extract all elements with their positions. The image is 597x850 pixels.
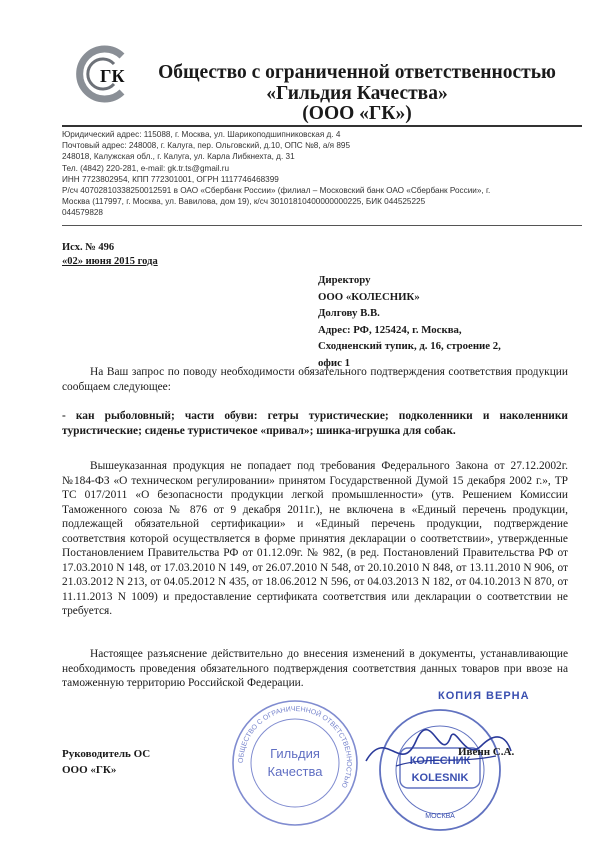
company-title-line3: (ООО «ГК»): [302, 103, 412, 124]
addressee-block: [318, 272, 578, 371]
seal-center-line1: Гильдия: [270, 746, 320, 761]
outgoing-reference: [62, 241, 158, 269]
requisite-line: 044579828: [62, 208, 103, 218]
requisite-line: Почтовый адрес: 248008, г. Калуга, пер. Ольговский, д.10, ОПС №8, а/я 895: [62, 141, 351, 151]
signer-position-line2: ООО «ГК»: [62, 764, 117, 776]
company-title-line2: «Гильдия Качества»: [266, 83, 448, 104]
outgoing-date-rest: июня 2015 года: [83, 256, 158, 267]
seal-center-line2: Качества: [267, 764, 323, 779]
main-text: Вышеуказанная продукция не попадает под требования Федерального Закона от 27.12.2002г. №184-ФЗ «О техническом регулировании» принятом Государственной Думой 15 декабря 2002 г.», ТР ТС 017/2011 «О безопасности продукции легкой промышленности» (утв. Решением Комиссии Таможенного союза № 876 от 9 декабря 2011г.), не включена в «Единый перечень продукции, подлежащей обязательной сертификации» и «Единый перечень продукции, подтверждение соответствия которой осуществляется в форме принятия декларации о соответствии», утвержденные Постановлением Правительства РФ от 01.12.09г. № 982, (в ред. Постановлений Правительства РФ от 17.03.2010 N 148, от 17.03.2010 N 149, от 26.07.2010 N 548, от 20.10.2010 N 848, от 13.11.2010 N 906, от 21.03.2012 N 213, от 04.05.2012 N 435, от 18.06.2012 N 596, от 04.03.2013 N 182, от 04.10.2013 N 870, от 11.11.2013 N 1009) и предоставление сертификата соответствия или декларации о соответствии не требуется.: [62, 460, 568, 617]
seal-ring-text: ОБЩЕСТВО С ОГРАНИЧЕННОЙ ОТВЕТСТВЕННОСТЬЮ: [237, 705, 353, 789]
requisite-line: Москва (117997, г. Москва, ул. Вавилова, дом 19), к/сч 30101810400000000225, БИК 044525225: [62, 197, 426, 207]
outgoing-number: Исх. № 496: [62, 242, 115, 253]
addressee-line: ООО «КОЛЕСНИК»: [318, 290, 420, 303]
addressee-line: офис 1: [318, 356, 350, 369]
seal2-center-line1: КОЛЕСНИК: [409, 755, 471, 767]
requisite-line: ИНН 7723802954, КПП 772301001, ОГРН 1117746468399: [62, 174, 279, 184]
outgoing-date: [62, 255, 158, 269]
signer-position: [62, 746, 150, 778]
addressee-line: Долгову В.В.: [318, 307, 380, 319]
company-title-line1: Общество с ограниченной ответственностью: [158, 62, 556, 83]
requisite-line: Юридический адрес: 115088, г. Москва, ул. Шарикоподшипниковская д. 4: [62, 130, 341, 139]
requisite-line: Тел. (4842) 220-281, e-mail: gk.tr.ts@gmail.ru: [62, 163, 230, 173]
company-seal: [228, 696, 362, 830]
logo-letters: ГК: [100, 66, 125, 86]
company-logo: [74, 44, 130, 104]
requisite-line: Р/сч 40702810338250012591 в ОАО «Сбербанк России» (филиал – Московский банк ОАО «Сбербанк России», г.: [62, 186, 491, 196]
products-paragraph: - кан рыболовный; части обуви: гетры туристические; подколенники и наколенники туристические; сиденье туристичекое «привал»; шинка-игрушка для собак.: [62, 410, 568, 437]
closing-text: Настоящее разъяснение действительно до внесения изменений в документы, устанавливающие необходимость проведения обязательного подтверждения соответствия данных товаров при ввозе на таможенную территорию Российской Федерации.: [62, 648, 568, 689]
seal2-center-line2: KOLESNIK: [411, 772, 469, 784]
closing-paragraph: [62, 647, 568, 691]
addressee-line: Адрес: РФ, 125424, г. Москва,: [318, 323, 462, 336]
main-paragraph: [62, 459, 568, 619]
signer-name: Ивенн С.А.: [458, 746, 515, 758]
intro-text: На Ваш запрос по поводу необходимости обязательного подтверждения соответствия продукции сообщаем следующее:: [62, 366, 568, 393]
seal2-bottom: МОСКВА: [425, 813, 455, 820]
company-requisites: [62, 129, 582, 219]
signer-position-line1: Руководитель ОС: [62, 748, 151, 760]
outgoing-date-day: «02»: [62, 256, 83, 267]
intro-paragraph: [62, 365, 568, 394]
letterhead-divider: [62, 125, 582, 127]
addressee-line: Сходненский тупик, д. 16, строение 2,: [318, 340, 501, 352]
addressee-line: Директору: [318, 274, 371, 286]
requisite-line: 248018, Калужская обл., г. Калуга, ул. Карла Либкнехта, д. 31: [62, 152, 295, 162]
requisites-divider: [62, 225, 582, 226]
copy-verified-stamp: КОПИЯ ВЕРНА: [438, 690, 530, 702]
